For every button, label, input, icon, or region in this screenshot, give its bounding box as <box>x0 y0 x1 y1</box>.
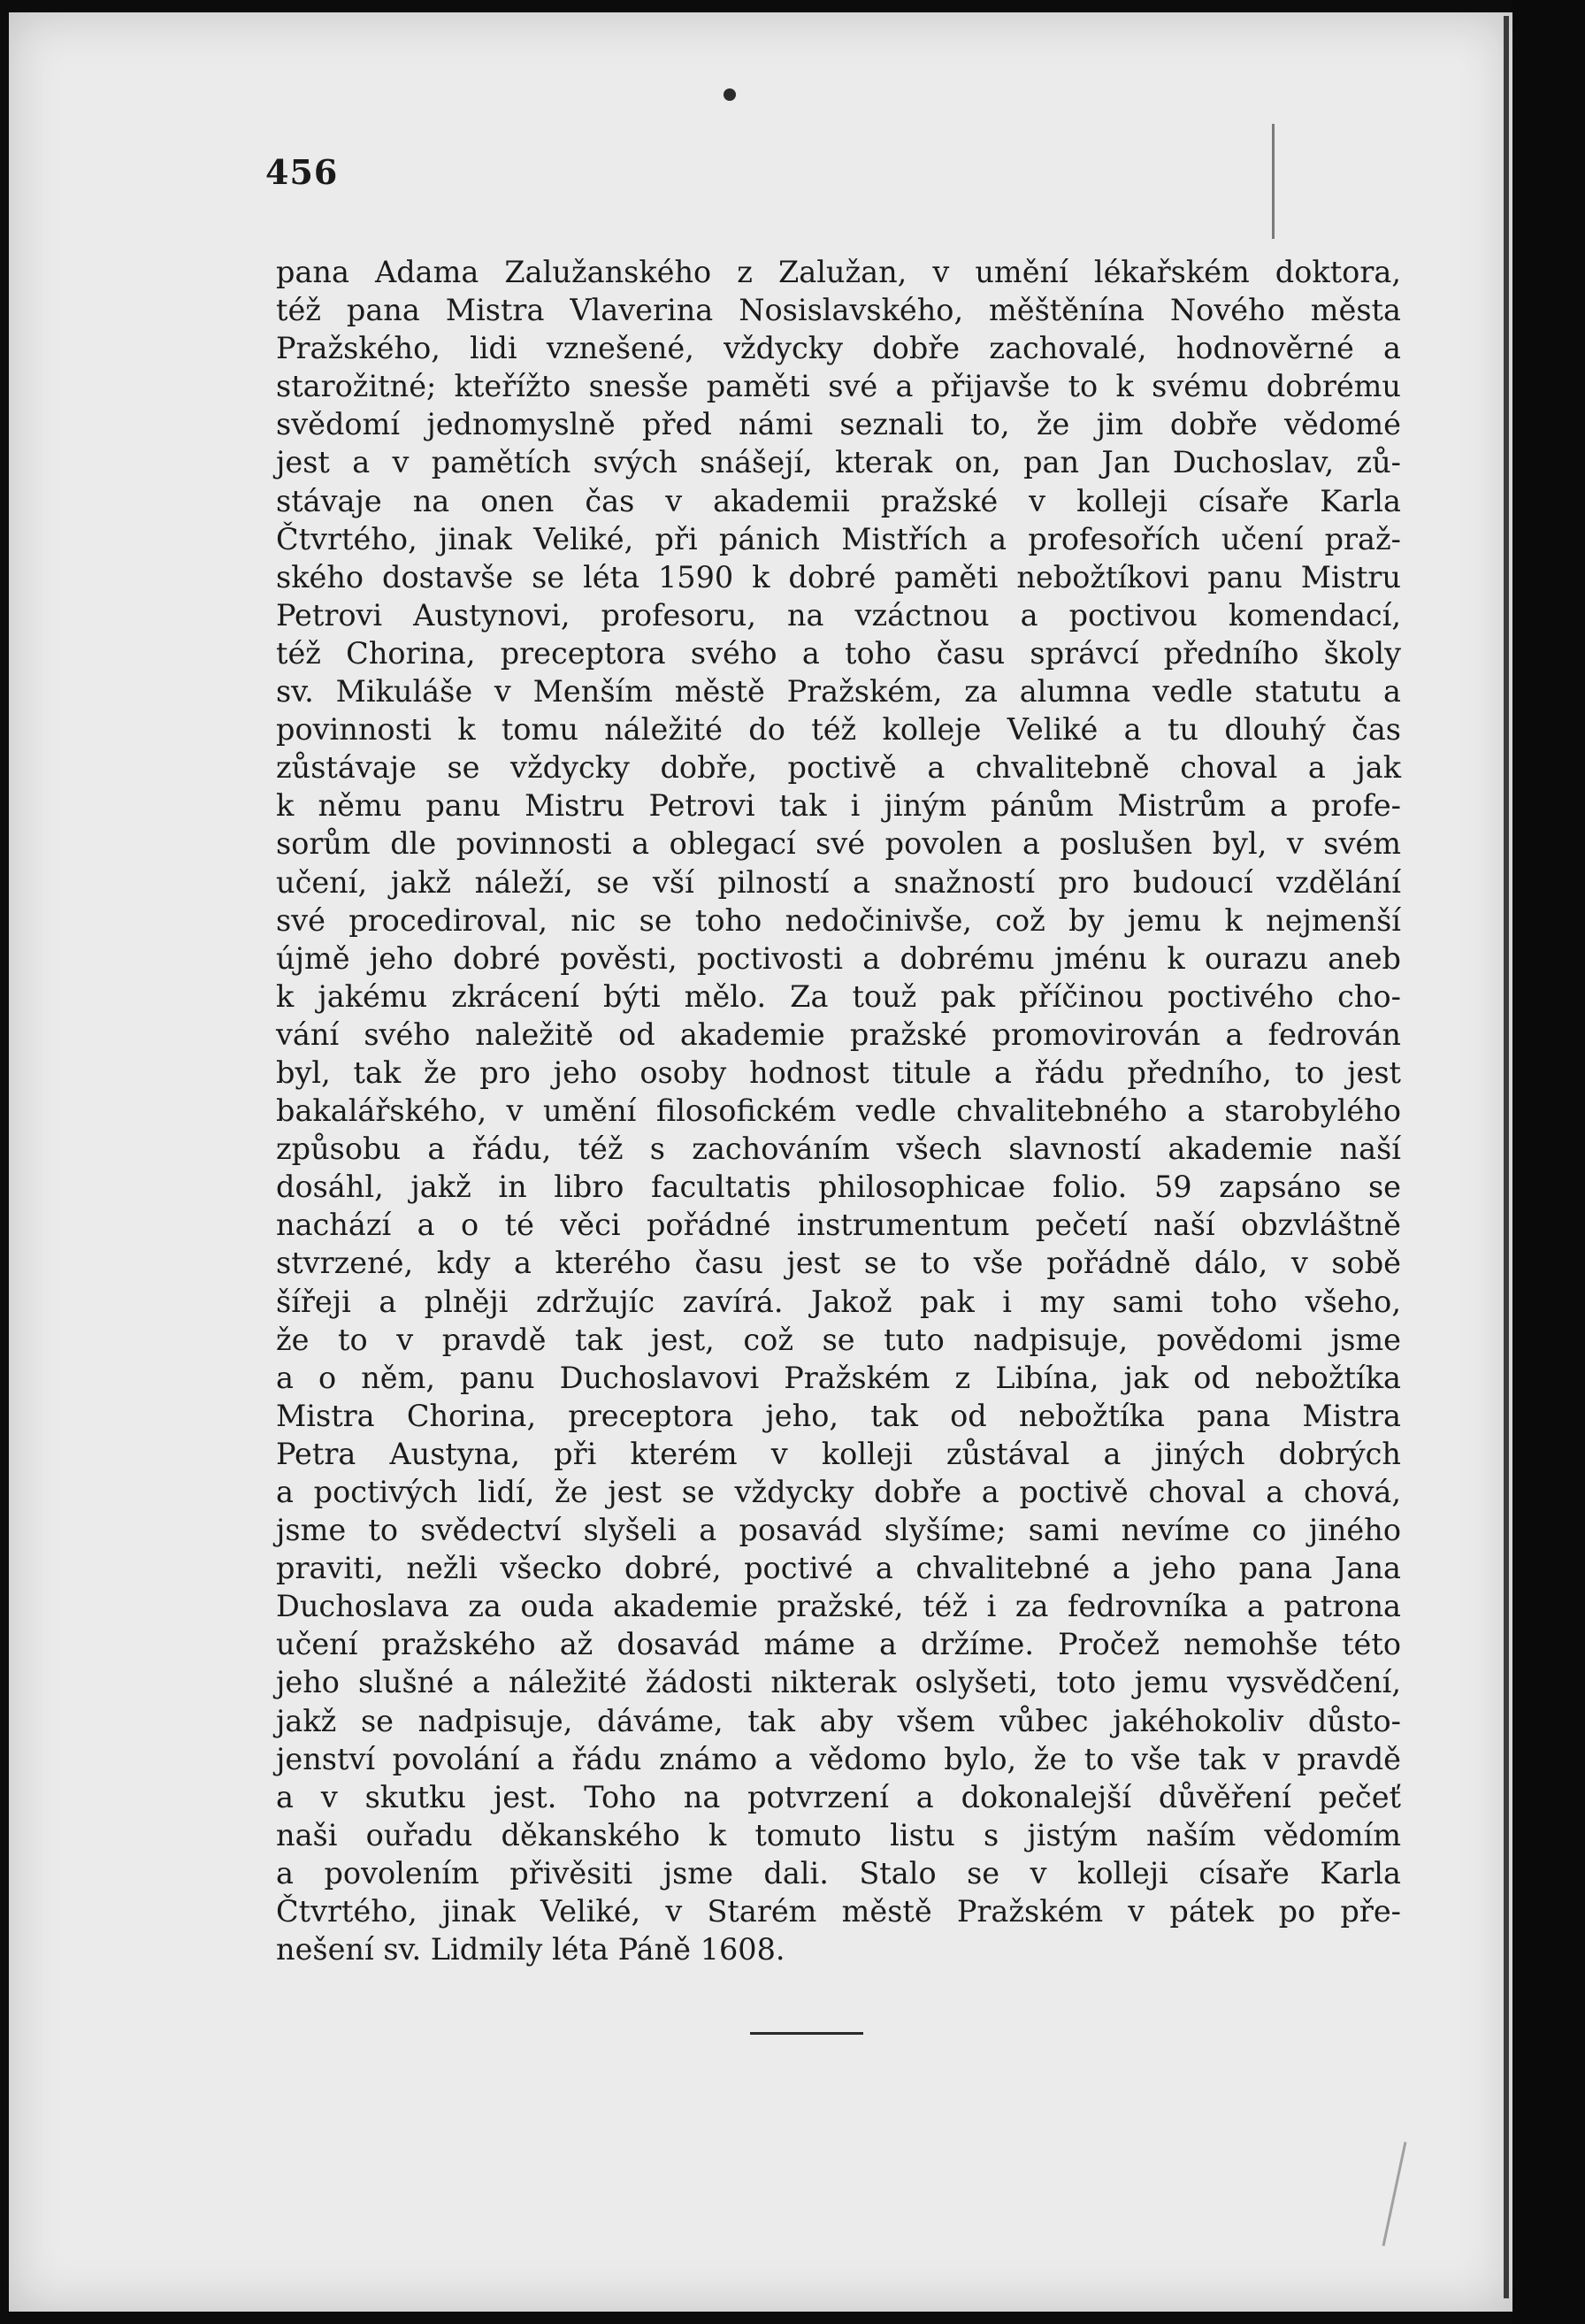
text-line: jakž se nadpisuje, dáváme, tak aby všem vůbec jakéhokoliv důsto- <box>276 1703 1401 1738</box>
text-line: Duchoslava za ouda akademie pražské, též i za fedrovníka a patrona <box>276 1589 1401 1624</box>
text-line: a o něm, panu Duchoslavovi Pražském z Libína, jak od nebožtíka <box>276 1360 1401 1395</box>
text-line: dosáhl, jakž in libro facultatis philosophicae folio. 59 zapsáno se <box>276 1170 1401 1205</box>
text-line: Pražského, lidi vznešené, vždycky dobře zachovalé, hodnověrné a <box>276 331 1401 366</box>
text-line: újmě jeho dobré pověsti, poctivosti a dobrému jménu k ourazu aneb <box>276 940 1401 976</box>
scan-artifact <box>1272 124 1275 239</box>
text-line: naši ouřadu děkanského k tomuto listu s jistým naším vědomím <box>276 1817 1401 1852</box>
text-line: jest a v pamětích svých snášejí, kterak on, pan Jan Duchoslav, zů- <box>276 445 1401 480</box>
text-line: stávaje na onen čas v akademii pražské v kolleji císaře Karla <box>276 483 1401 518</box>
text-line: učení pražského až dosavád máme a držíme. Pročež nemohše této <box>276 1627 1401 1662</box>
text-line: stvrzené, kdy a kterého času jest se to vše pořádně dálo, v sobě <box>276 1246 1401 1281</box>
body-text <box>276 253 1401 1968</box>
page-edge <box>1504 16 1509 2298</box>
text-line: k němu panu Mistru Petrovi tak i jiným pánům Mistrům a profe- <box>276 788 1401 824</box>
text-line: povinnosti k tomu náležité do též kolleje Veliké a tu dlouhý čas <box>276 712 1401 748</box>
text-line: svědomí jednomyslně před námi seznali to, že jim dobře vědomé <box>276 407 1401 442</box>
text-line: šířeji a plněji zdržujíc zavírá. Jakož pak i my sami toho všeho, <box>276 1284 1401 1319</box>
text-line: bakalářského, v umění filosofickém vedle chvalitebného a starobylého <box>276 1093 1401 1129</box>
text-line: nešení sv. Lidmily léta Páně 1608. <box>276 1932 785 1967</box>
text-line: a povolením přivěsiti jsme dali. Stalo se v kolleji císaře Karla <box>276 1855 1401 1891</box>
text-line: starožitné; kteřížto snesše paměti své a přijavše to k svému dobrému <box>276 369 1401 404</box>
text-line: též pana Mistra Vlaverina Nosislavského, měštěnína Nového města <box>276 293 1401 328</box>
text-line: Mistra Chorina, preceptora jeho, tak od nebožtíka pana Mistra <box>276 1398 1401 1433</box>
text-line: nachází a o té věci pořádné instrumentum pečetí naší obzvláštně <box>276 1208 1401 1243</box>
text-line: jsme to svědectví slyšeli a posavád slyšíme; sami nevíme co jiného <box>276 1513 1401 1548</box>
ink-spot <box>724 88 736 101</box>
text-line: k jakému zkrácení býti mělo. Za touž pak příčinou poctivého cho- <box>276 978 1401 1014</box>
text-line: učení, jakž náleží, se vší pilností a snažností pro budoucí vzdělání <box>276 864 1401 900</box>
text-line: zůstávaje se vždycky dobře, poctivě a chvalitebně choval a jak <box>276 750 1401 786</box>
text-line: jenství povolání a řádu známo a vědomo bylo, že to vše tak v pravdě <box>276 1741 1401 1776</box>
text-line: Čtvrtého, jinak Veliké, při pánich Mistřích a profesořích učení praž- <box>276 521 1401 556</box>
text-line: Čtvrtého, jinak Veliké, v Starém městě Pražském v pátek po pře- <box>276 1894 1401 1929</box>
text-line: sorům dle povinnosti a oblegací své povolen a poslušen byl, v svém <box>276 826 1401 862</box>
text-line: že to v pravdě tak jest, což se tuto nadpisuje, povědomi jsme <box>276 1322 1401 1357</box>
scan-border <box>1512 0 1585 2324</box>
text-line: sv. Mikuláše v Menším městě Pražském, za alumna vedle statutu a <box>276 674 1401 709</box>
page-number: 456 <box>265 152 339 192</box>
text-line: též Chorina, preceptora svého a toho času správcí předního školy <box>276 635 1401 671</box>
text-line: praviti, nežli všecko dobré, poctivé a chvalitebné a jeho pana Jana <box>276 1551 1401 1586</box>
text-line: způsobu a řádu, též s zachováním všech slavností akademie naší <box>276 1131 1401 1167</box>
text-line: ského dostavše se léta 1590 k dobré paměti nebožtíkovi panu Mistru <box>276 559 1401 594</box>
text-line: Petrovi Austynovi, profesoru, na vzáctnou a poctivou komendací, <box>276 597 1401 633</box>
text-line: Petra Austyna, při kterém v kolleji zůstával a jiných dobrých <box>276 1436 1401 1471</box>
text-line: a v skutku jest. Toho na potvrzení a dokonalejší důvěření pečeť <box>276 1779 1401 1814</box>
text-line: své procediroval, nic se toho nedočinivše, což by jemu k nejmenší <box>276 902 1401 938</box>
text-line: jeho slušné a náležité žádosti nikterak oslyšeti, toto jemu vysvědčení, <box>276 1665 1401 1700</box>
end-rule <box>750 2032 863 2035</box>
text-line: vání svého naležitě od akademie pražské promovirován a fedrován <box>276 1016 1401 1052</box>
text-line: pana Adama Zalužanského z Zalužan, v umění lékařském doktora, <box>276 255 1401 289</box>
text-line: a poctivých lidí, že jest se vždycky dobře a poctivě choval a chová, <box>276 1475 1401 1509</box>
text-line: byl, tak že pro jeho osoby hodnost titule a řádu předního, to jest <box>276 1055 1401 1090</box>
